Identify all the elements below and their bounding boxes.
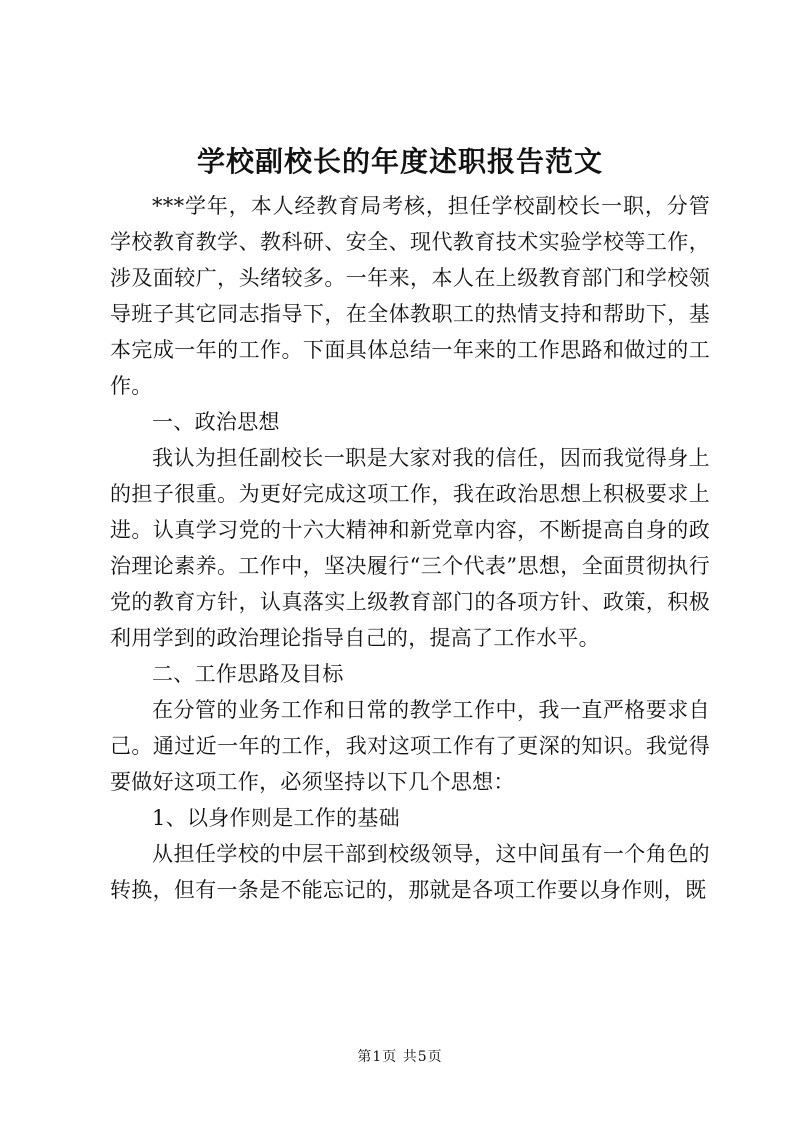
work-ideas-paragraph: 在分管的业务工作和日常的教学工作中，我一直严格要求自己。通过近一年的工作，我对这项工作有了更深的知识。我觉得要做好这项工作，必须坚持以下几个思想：: [110, 698, 710, 794]
page-number-footer: 第1页 共5页: [357, 1049, 443, 1065]
section-heading-work-ideas: 二、工作思路及目标: [152, 662, 344, 686]
document-body: [110, 188, 710, 908]
political-paragraph: 我认为担任副校长一职是大家对我的信任，因而我觉得身上的担子很重。为更好完成这项工作，我在政治思想上积极要求上进。认真学习党的十六大精神和新党章内容，不断提高自身的政治理论素养。工作中，坚决履行“三个代表”思想，全面贯彻执行党的教育方针，认真落实上级教育部门的各项方针、政策，积极利用学到的政治理论指导自己的，提高了工作水平。: [110, 446, 710, 650]
lead-by-example-paragraph: 从担任学校的中层干部到校级领导，这中间虽有一个角色的转换，但有一条是不能忘记的，那就是各项工作要以身作则，既: [110, 842, 710, 902]
section-heading-political: 一、政治思想: [152, 410, 280, 434]
document-title: 学校副校长的年度述职报告范文: [196, 145, 603, 178]
subsection-heading-lead-by-example: 1、以身作则是工作的基础: [152, 806, 400, 830]
intro-paragraph: ***学年，本人经教育局考核，担任学校副校长一职，分管学校教育教学、教科研、安全、现代教育技术实验学校等工作，涉及面较广，头绪较多。一年来，本人在上级教育部门和学校领导班子其它同志指导下，在全体教职工的热情支持和帮助下，基本完成一年的工作。下面具体总结一年来的工作思路和做过的工作。: [110, 194, 710, 398]
